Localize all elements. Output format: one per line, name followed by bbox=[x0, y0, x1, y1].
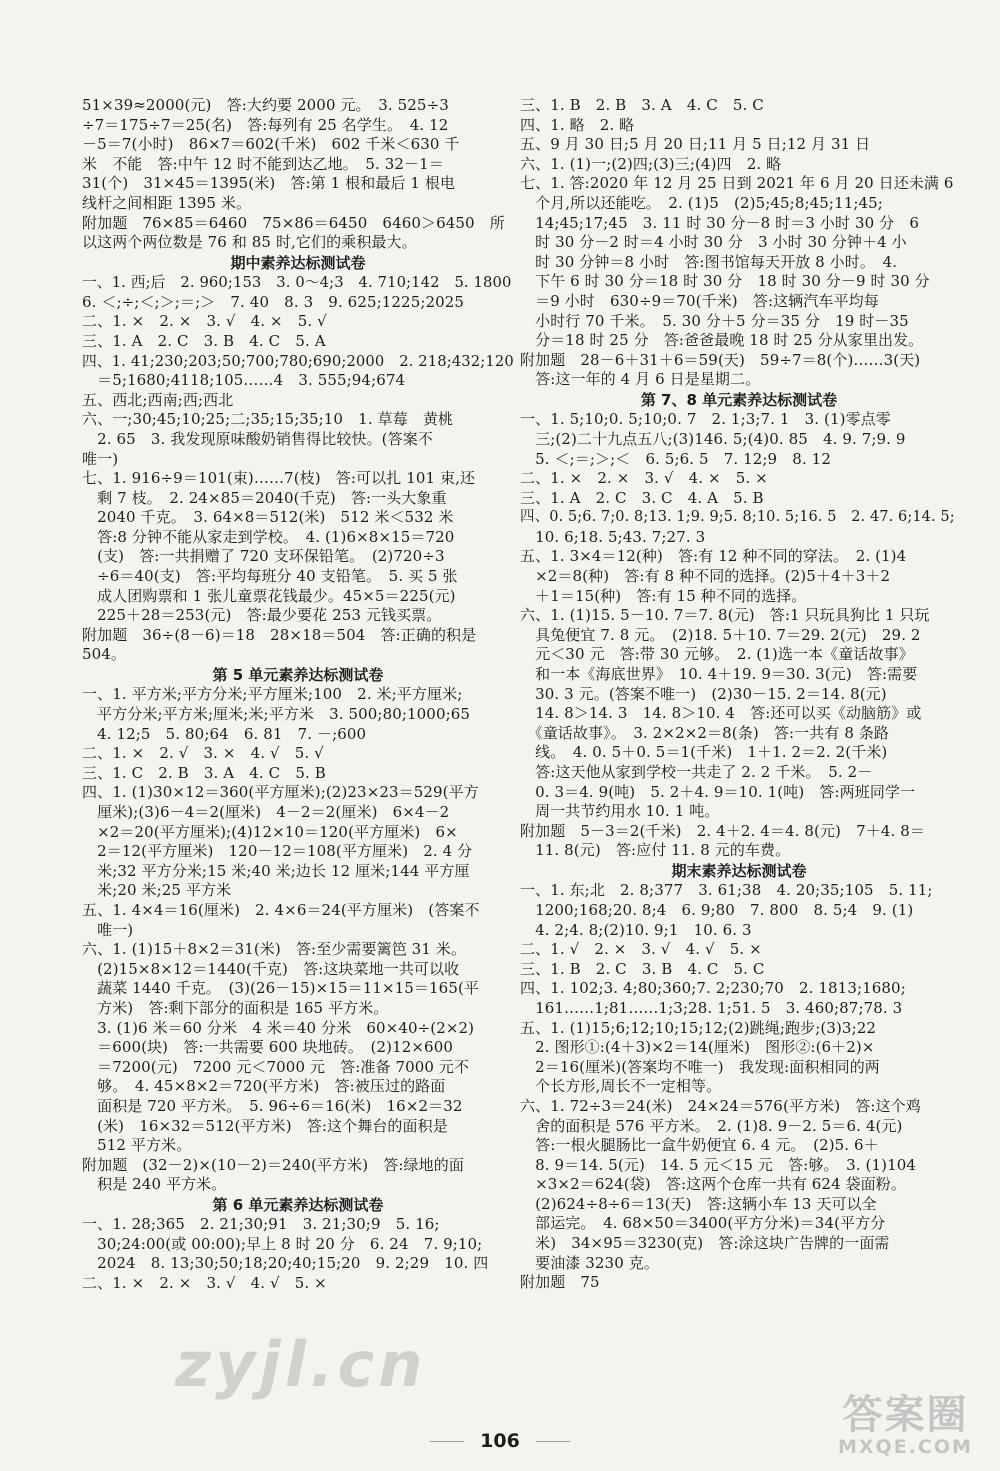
answer-line: 三、1. C 2. B 3. A 4. C 5. B bbox=[82, 763, 326, 782]
answer-line: 14. 8＞14. 3 14. 8＞10. 4 答:还可以买《动脑筋》或 bbox=[520, 704, 922, 723]
answer-line: 一、1. 5;10;0. 5;10;0. 7 2. 1;3;7. 1 3. (1)零点零 bbox=[520, 410, 891, 429]
answer-line: 答:一根火腿肠比一盒牛奶便宜 6. 4 元。 (2)5. 6＋ bbox=[520, 1136, 879, 1155]
answer-line: －5＝7(小时) 86×7＝602(千米) 602 千米＜630 千 bbox=[82, 135, 460, 154]
answer-line: ＝5;1680;4118;105……4 3. 555;94;674 bbox=[82, 371, 406, 390]
answer-line: 米 不能 答:中午 12 时不能到达乙地。 5. 32－1＝ bbox=[82, 154, 444, 173]
section-heading: 期中素养达标测试卷 bbox=[230, 253, 366, 272]
section-heading: 第 7、8 单元素养达标测试卷 bbox=[640, 390, 838, 409]
answer-line: ÷7＝175÷7＝25(名) 答:每列有 25 名学生。 4. 12 bbox=[82, 115, 449, 134]
answer-line: 2024 8. 13;30;50;18;20;40;15;20 9. 2;29 10. 四 bbox=[82, 1254, 489, 1273]
section-heading: 期末素养达标测试卷 bbox=[671, 861, 807, 880]
answer-line: 平方分米;平方米;厘米;米;平方米 3. 500;80;1000;65 bbox=[82, 705, 471, 724]
right-column bbox=[520, 96, 958, 1293]
answer-line: 504。 bbox=[82, 645, 127, 664]
answer-line: 二、1. × 2. × 3. √ 4. × 5. √ bbox=[82, 312, 327, 331]
answer-line: 线杆之间相距 1395 米。 bbox=[82, 193, 252, 212]
answer-line: 下午 6 时 30 分＝18 时 30 分 18 时 30 分－9 时 30 分 bbox=[520, 272, 930, 291]
page-number-dash-left bbox=[430, 1441, 464, 1442]
answer-line: 31(个) 31×45＝1395(米) 答:第 1 根和最后 1 根电 bbox=[82, 174, 456, 193]
answer-line: 小时行 70 千米。 5. 30 分＋5 分＝35 分 19 时－35 bbox=[520, 311, 909, 330]
answer-line: 唯一) bbox=[82, 920, 134, 939]
page-number-dash-right bbox=[536, 1441, 570, 1442]
answer-line: 要油漆 3230 克。 bbox=[520, 1253, 659, 1272]
answer-line: 2040 千克。 3. 64×8＝512(米) 512 米＜532 米 bbox=[82, 508, 454, 527]
answer-line: 附加题 36÷(8－6)＝18 28×18＝504 答:正确的积是 bbox=[82, 625, 477, 644]
answer-line: 六、1. (1)15＋8×2＝31(米) 答:至少需要篱笆 31 米。 bbox=[82, 940, 467, 959]
watermark-mxqe bbox=[838, 1383, 973, 1458]
answer-line: 够。 4. 45×8×2＝720(平方米) 答:被压过的路面 bbox=[82, 1077, 446, 1096]
answer-line: 11. 8(元) 答:应付 11. 8 元的车费。 bbox=[520, 841, 791, 860]
watermark-mxqe-title: 答案圈 bbox=[842, 1392, 969, 1438]
answer-line: 米) 34×95＝3230(克) 答:涂这块广告牌的一面需 bbox=[520, 1234, 890, 1253]
answer-line: 14;45;17;45 3. 11 时 30 分－8 时＝3 小时 30 分 6 bbox=[520, 213, 919, 232]
answer-line: 三、1. A 2. C 3. C 4. A 5. B bbox=[520, 488, 764, 507]
answer-line: ×2＝8(种) 答:有 8 种不同的选择。(2)5＋4＋3＋2 bbox=[520, 567, 891, 586]
answer-line: 剩 7 枝。 2. 24×85＝2040(千克) 答:一头大象重 bbox=[82, 488, 447, 507]
answer-line: 个长方形,周长不一定相等。 bbox=[520, 1077, 722, 1096]
answer-line: ×3×2＝624(袋) 答:这两个仓库一共有 624 袋面粉。 bbox=[520, 1175, 906, 1194]
section-heading: 第 6 单元素养达标测试卷 bbox=[212, 1195, 384, 1214]
answer-line: 分＝18 时 25 分 答:爸爸最晚 18 时 25 分从家里出发。 bbox=[520, 331, 924, 350]
answer-line: ＝9 小时 630÷9＝70(千米) 答:这辆汽车平均每 bbox=[520, 291, 879, 310]
answer-line: 四、1. (1)30×12＝360(平方厘米);(2)23×23＝529(平方 bbox=[82, 783, 479, 802]
answer-line: 以这两个两位数是 76 和 85 时,它们的乘积最大。 bbox=[82, 233, 417, 252]
answer-line: 一、1. 西;后 2. 960;153 3. 0～4;3 4. 710;142 5. 1800 bbox=[82, 274, 512, 292]
answer-line: 五、1. (1)15;6;12;10;15;12;(2)跳绳;跑步;(3)3;22 bbox=[520, 1018, 877, 1037]
answer-line: 积是 240 平方米。 bbox=[82, 1175, 227, 1194]
answer-line: (米) 16×32＝512(平方米) 答:这个舞台的面积是 bbox=[82, 1116, 448, 1135]
answer-line: 512 平方米。 bbox=[82, 1136, 192, 1155]
answer-line: 个月,所以还能吃。 2. (1)5 (2)5;45;8;45;11;45; bbox=[520, 193, 883, 212]
answer-line: 2. 图形①:(4＋3)×2＝14(厘米) 图形②:(6＋2)× bbox=[520, 1038, 875, 1057]
answer-line: 5. ＜;＝;＞;＜ 6. 5;6. 5 7. 12;9 8. 12 bbox=[520, 449, 831, 468]
answer-line: 4. 12;5 5. 80;64 6. 81 7. －;600 bbox=[82, 724, 367, 743]
answer-line: ＝7200(元) 7200 元＜7000 元 答:准备 7000 元不 bbox=[82, 1057, 470, 1076]
answer-line: 8. 9＝14. 5(元) 14. 5 元＜15 元 答:够。 3. (1)104 bbox=[520, 1155, 916, 1174]
answer-line: 蔬菜 1440 千克。 (3)(26－15)×15＝11×15＝165(平 bbox=[82, 979, 480, 998]
answer-line: ×2＝20(平方厘米);(4)12×10＝120(平方厘米) 6× bbox=[82, 822, 458, 841]
section-heading: 第 5 单元素养达标测试卷 bbox=[212, 666, 384, 685]
answer-line: 答:这一年的 4 月 6 日是星期二。 bbox=[520, 370, 761, 389]
answer-line: 附加题 76×85＝6460 75×86＝6450 6460＞6450 所 bbox=[82, 213, 505, 232]
answer-line: 3. (1)6 米＝60 分米 4 米＝40 分米 60×40÷(2×2) bbox=[82, 1018, 475, 1037]
answer-line: 225＋28＝253(元) 答:最少要花 253 元钱买票。 bbox=[82, 606, 442, 625]
answer-line: 五、西北;西南;西;西北 bbox=[82, 390, 234, 409]
answer-line: 四、0. 5;6. 7;0. 8;13. 1;9. 9;5. 8;10. 5;16. 5 2. 47. 6;14. 5; bbox=[520, 509, 955, 526]
answer-line: 唯一) bbox=[82, 449, 119, 468]
answer-line: 答:这天他从家到学校一共走了 2. 2 千米。 5. 2－ bbox=[520, 763, 873, 781]
answer-line: 六、一;30;45;10;25;二;35;15;35;10 1. 草莓 黄桃 bbox=[82, 410, 454, 429]
answer-line: 厘米);(3)6－4＝2(厘米) 4－2＝2(厘米) 6×4－2 bbox=[82, 803, 450, 821]
answer-line: 30. 3 元。(答案不唯一) (2)30－15. 2＝14. 8(元) bbox=[520, 684, 887, 703]
answer-line: (支) 答:一共捐赠了 720 支环保铅笔。 (2)720÷3 bbox=[82, 547, 445, 566]
answer-line: 二、1. √ 2. × 3. √ 4. √ 5. × bbox=[520, 940, 762, 959]
answer-line: 一、1. 28;365 2. 21;30;91 3. 21;30;9 5. 16; bbox=[82, 1215, 440, 1234]
answer-line: 五、1. 3×4＝12(种) 答:有 12 种不同的穿法。 2. (1)4 bbox=[520, 547, 907, 566]
answer-line: 二、1. × 2. × 3. √ 4. × 5. × bbox=[520, 469, 768, 488]
answer-line: 二、1. × 2. √ 3. × 4. √ 5. √ bbox=[82, 744, 324, 763]
answer-line: 具兔便宜 7. 8 元。 (2)18. 5＋10. 7＝29. 2(元) 29. 2 bbox=[520, 625, 921, 644]
answer-line: 一、1. 东;北 2. 8;377 3. 61;38 4. 20;35;105 5. 11; bbox=[520, 881, 933, 900]
answer-line: 答:8 分钟不能从家走到学校。 4. (1)6×8×15＝720 bbox=[82, 527, 455, 546]
answer-line: 时 30 分钟＝8 小时 答:图书馆每天开放 8 小时。 4. bbox=[520, 252, 898, 271]
answer-line: 和一本《海底世界》 10. 4＋19. 9＝30. 3(元) 答:需要 bbox=[520, 665, 918, 684]
answer-line: 附加题 5－3＝2(千米) 2. 4＋2. 4＝4. 8(元) 7＋4. 8＝ bbox=[520, 821, 925, 840]
answer-line: 30;24:00(或 00:00);早上 8 时 20 分 6. 24 7. 9;10; bbox=[82, 1234, 483, 1253]
answer-line: 10. 6;18. 5;43. 7;27. 3 bbox=[520, 527, 706, 546]
answer-line: 六、1. 72÷3＝24(米) 24×24＝576(平方米) 答:这个鸡 bbox=[520, 1096, 921, 1115]
answer-line: 161……1;81……1;3;28. 1;51. 5 3. 460;87;78. 3 bbox=[520, 998, 903, 1017]
answer-line: (2)15×8×12＝1440(千克) 答:这块菜地一共可以收 bbox=[82, 959, 460, 978]
answer-line: 七、1. 答:2020 年 12 月 25 日到 2021 年 6 月 20 日还未满 6 bbox=[520, 174, 954, 193]
answer-line: 三;(2)二十九点五八;(3)146. 5;(4)0. 85 4. 9. 7;9. 9 bbox=[520, 429, 906, 448]
answer-line: 线。 4. 0. 5＋0. 5＝1(千米) 1＋1. 2＝2. 2(千米) bbox=[520, 743, 888, 762]
answer-line: 三、1. B 2. B 3. A 4. C 5. C bbox=[520, 96, 764, 114]
answer-line: 附加题 (32－2)×(10－2)＝240(平方米) 答:绿地的面 bbox=[82, 1155, 464, 1174]
answer-line: 元＜30 元 答:带 30 元够。 2. (1)选一本《童话故事》 bbox=[520, 645, 914, 664]
answer-line: 五、9 月 30 日;5 月 20 日;11 月 5 日;12 月 31 日 bbox=[520, 135, 871, 154]
watermark-zyjl: zyjl.cn bbox=[175, 1328, 427, 1401]
answer-line: 6. ＜;÷;＜;＞;＝;＞ 7. 40 8. 3 9. 625;1225;2025 bbox=[82, 292, 465, 311]
answer-line: 1200;168;20. 8;4 6. 9;80 7. 800 8. 5;4 9. (1) bbox=[520, 900, 914, 919]
answer-line: ＝600(块) 答:一共需要 600 块地砖。 (2)12×600 bbox=[82, 1038, 453, 1057]
answer-line: 附加题 28－6＋31＋6＝59(天) 59÷7＝8(个)……3(天) bbox=[520, 350, 921, 369]
answer-line: 四、1. 41;230;203;50;700;780;690;2000 2. 218;432;120 bbox=[82, 352, 514, 370]
answer-line: 一、1. 平方米;平方分米;平方厘米;100 2. 米;平方厘米; bbox=[82, 685, 463, 704]
page-number-text: 106 bbox=[480, 1430, 520, 1452]
answer-line: 舍的面积是 576 平方米。 2. (1)8. 9－2. 5＝6. 4(元) bbox=[520, 1116, 903, 1135]
answer-line: 六、1. (1)一;(2)四;(3)三;(4)四 2. 略 bbox=[520, 154, 782, 173]
watermark-mxqe-url: MXQE.COM bbox=[838, 1436, 973, 1458]
answer-line: 0. 3＝4. 9(吨) 5. 2＋4. 9＝10. 1(吨) 答:两班同学一 bbox=[520, 782, 916, 801]
answer-line: 周一共节约用水 10. 1 吨。 bbox=[520, 802, 720, 821]
answer-line: 四、1. 102;3. 4;80;360;7. 2;230;70 2. 1813;1680; bbox=[520, 979, 906, 998]
answer-line: 时 30 分－2 时＝4 小时 30 分 3 小时 30 分钟＋4 小 bbox=[520, 233, 907, 252]
answer-line: 二、1. × 2. × 3. √ 4. √ 5. × bbox=[82, 1274, 327, 1293]
answer-line: 51×39≈2000(元) 答:大约要 2000 元。 3. 525÷3 bbox=[82, 96, 449, 114]
answer-line: 4. 2;4. 8;(2)10. 9;1 10. 6. 3 bbox=[520, 920, 752, 939]
left-column bbox=[82, 96, 514, 1294]
answer-line: 五、1. 4×4＝16(厘米) 2. 4×6＝24(平方厘米) (答案不 bbox=[82, 900, 480, 919]
answer-line: ÷6＝40(支) 答:平均每班分 40 支铅笔。 5. 买 5 张 bbox=[82, 567, 458, 586]
answer-line: 方米) 答:剩下部分的面积是 165 平方米。 bbox=[82, 998, 389, 1017]
answer-line: 三、1. B 2. C 3. B 4. C 5. C bbox=[520, 959, 765, 978]
answer-line: ＋1＝15(种) 答:有 15 种不同的选择。 bbox=[520, 586, 807, 605]
answer-line: 2. 65 3. 我发现原味酸奶销售得比较快。(答案不 bbox=[82, 429, 433, 448]
answer-line: 2＝12(平方厘米) 120－12＝108(平方厘米) 2. 4 分 bbox=[82, 842, 473, 861]
answer-line: (2)624÷8÷6＝13(天) 答:这辆小车 13 天可以全 bbox=[520, 1194, 877, 1213]
answer-line: 2＝16(厘米)(答案均不唯一) 我发现:面积相同的两 bbox=[520, 1057, 880, 1076]
answer-line: 部运完。 4. 68×50＝3400(平方分米)＝34(平方分 bbox=[520, 1214, 886, 1233]
answer-line: 《童话故事》。 3. 2×2×2＝8(条) 答:一共有 8 条路 bbox=[520, 723, 890, 742]
answer-line: 面积是 720 平方米。 5. 96÷6＝16(米) 16×2＝32 bbox=[82, 1096, 463, 1115]
answer-line: 米;32 平方分米;15 米;40 米;边长 12 厘米;144 平方厘 bbox=[82, 861, 470, 880]
answer-line: 六、1. (1)15. 5－10. 7＝7. 8(元) 答:1 只玩具狗比 1 只玩 bbox=[520, 606, 930, 625]
answer-line: 四、1. 略 2. 略 bbox=[520, 115, 635, 134]
answer-line: 成人团购票和 1 张儿童票花钱最少。45×5＝225(元) bbox=[82, 586, 456, 605]
answer-line: 米;20 米;25 平方米 bbox=[82, 881, 232, 900]
answer-line: 七、1. 916÷9＝101(束)……7(枝) 答:可以扎 101 束,还 bbox=[82, 469, 476, 488]
answer-line: 三、1. A 2. C 3. B 4. C 5. A bbox=[82, 331, 326, 350]
answer-line: 附加题 75 bbox=[520, 1273, 600, 1292]
